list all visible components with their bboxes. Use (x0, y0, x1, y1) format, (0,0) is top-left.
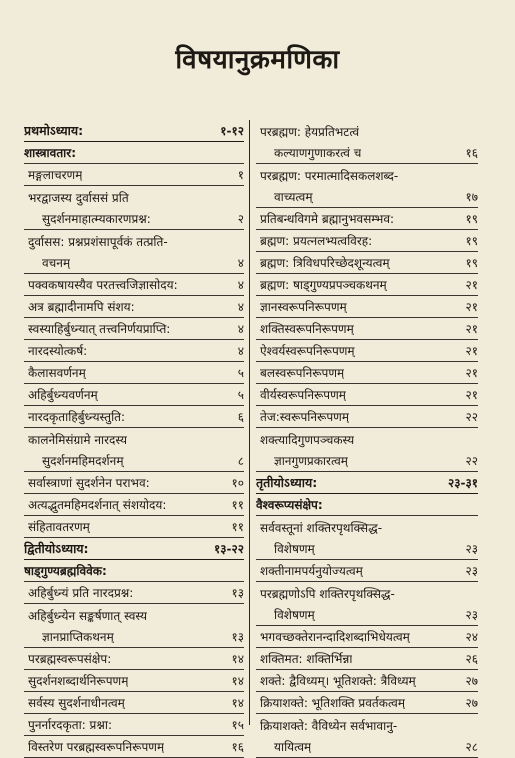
entry-title: वैश्वरूप्यसंक्षेप: (256, 498, 323, 512)
entry-title: प्रतिबन्धविगमे ब्रह्मानुभवसम्भव: (260, 212, 395, 226)
toc-entry (256, 274, 478, 296)
entry-title: क्रियाशक्ते: वैविध्येन सर्वभावानु- (260, 718, 398, 733)
toc-entry (256, 208, 478, 230)
entry-title: सर्वस्य सुदर्शनाधीनत्वम् (28, 696, 125, 710)
entry-title: वीर्यस्वरूपनिरूपणम् (260, 388, 346, 402)
page-number: १ (237, 168, 244, 182)
entry-title: पक्वकषायस्यैव परतत्त्वजिज्ञासोदय: (28, 278, 178, 292)
toc-entry (256, 670, 478, 692)
entry-title: अत्यद्भुतमहिमदर्शनात् संशयोदय: (28, 498, 167, 512)
entry-title: कल्याणगुणाकरत्वं च (274, 146, 362, 160)
toc-entry (24, 208, 244, 230)
page-number: १६ (465, 146, 478, 160)
toc-entry (256, 538, 478, 560)
toc-entry (24, 736, 244, 758)
entry-title: दुर्वासस: प्रश्नप्रशंसापूर्वकं तत्प्रति- (28, 234, 168, 249)
toc-entry (24, 318, 244, 340)
entry-title: अहिर्बुध्न्येन सङ्कर्षणात् स्वस्य (28, 608, 148, 623)
page-number: १३ (231, 630, 244, 644)
page-number: २ (237, 212, 244, 226)
entry-title: विशेषणम् (274, 542, 315, 556)
entry-title: षाड्गुण्यब्रह्मविवेक: (24, 564, 107, 578)
page-number: ४ (237, 322, 244, 336)
toc-entry (24, 670, 244, 692)
page-number: २१ (465, 300, 478, 314)
toc-entry (256, 648, 478, 670)
page-number: १९ (465, 234, 478, 248)
entry-title: शास्त्रावतार: (24, 146, 76, 160)
page-number: ११ (231, 520, 244, 534)
entry-title: भरद्वाजस्य दुर्वाससं प्रति (28, 190, 129, 205)
page-number: १४ (231, 696, 244, 710)
toc-entry (24, 494, 244, 516)
toc-entry (256, 186, 478, 208)
toc-entry (24, 450, 244, 472)
toc-entry (256, 362, 478, 384)
entry-title: क्रियाशक्ते: भूतिशक्ति प्रवर्तकत्वम् (260, 696, 406, 710)
page-number: २७ (465, 696, 478, 710)
entry-title: शक्तिस्वरूपनिरूपणम् (260, 322, 354, 336)
page-number: १९ (465, 212, 478, 226)
entry-title: अहिर्बुध्न्यवर्णनम् (28, 388, 98, 402)
toc-entry (256, 318, 478, 340)
toc-entry (256, 384, 478, 406)
entry-title: बलस्वरूपनिरूपणम् (260, 366, 345, 380)
entry-title: ब्रह्मण: त्रिविधपरिच्छेदशून्यत्वम् (260, 256, 390, 270)
page-number: २७ (465, 674, 478, 688)
page-number: ४ (237, 256, 244, 270)
entry-title: मङ्गलाचरणम् (28, 168, 83, 182)
page-number: २२ (465, 410, 478, 424)
entry-title: सर्वास्त्राणां सुदर्शनेन पराभव: (28, 476, 150, 490)
entry-title: शक्तिमत: शक्तिर्भिन्ना (260, 652, 353, 666)
toc-entry (256, 736, 478, 758)
page-number: १० (231, 476, 244, 490)
page-number: २१ (465, 388, 478, 402)
toc-entry (24, 406, 244, 428)
entry-title: भगवच्छक्तेरानन्दादिशब्दाभिधेयत्वम् (260, 630, 410, 644)
toc-entry (256, 626, 478, 648)
toc-entry (256, 120, 478, 142)
entry-title: शक्तीनामपर्यनुयोज्यत्वम् (260, 564, 363, 578)
page-number: २३ (465, 608, 478, 622)
entry-title: ज्ञानगुणप्रकारत्वम् (274, 454, 348, 468)
entry-title: ब्रह्मण: षाड्गुण्यप्रपञ्चकथनम् (260, 278, 387, 292)
page-number: २३-३१ (448, 476, 478, 490)
page-number: २१ (465, 278, 478, 292)
entry-title: अहिर्बुध्न्यं प्रति नारदप्रश्न: (28, 586, 134, 600)
entry-title: परब्रह्मण: परमात्मादिसकलशब्द- (260, 168, 399, 183)
toc-entry (24, 362, 244, 384)
toc-entry (24, 340, 244, 362)
toc-entry (256, 164, 478, 186)
toc-entry (24, 230, 244, 252)
page-number: ४ (237, 300, 244, 314)
entry-title: ज्ञानप्राप्तिकथनम् (42, 630, 114, 644)
toc-entry (256, 230, 478, 252)
column-divider (249, 120, 250, 725)
entry-title: अत्र ब्रह्मादीनामपि संशय: (28, 300, 135, 314)
entry-title: विस्तरेण परब्रह्मस्वरूपनिरूपणम् (28, 740, 165, 754)
entry-title: सुदर्शनमहिमदर्शनम् (42, 454, 124, 468)
page-number: १-१२ (220, 124, 244, 138)
toc-entry (24, 186, 244, 208)
page-number: १३-२२ (214, 542, 244, 556)
page-number: २४ (465, 630, 478, 644)
page-number: २१ (465, 344, 478, 358)
entry-title: सुदर्शनमाहात्म्यकारणप्रश्न: (42, 212, 151, 226)
page-number: १९ (465, 256, 478, 270)
chapter-heading (24, 538, 244, 560)
entry-title: नारदकृताहिर्बुध्न्यस्तुति: (28, 410, 126, 424)
entry-title: तृतीयोऽध्याय: (256, 475, 318, 490)
page-number: ११ (231, 498, 244, 512)
page-number: १३ (231, 586, 244, 600)
toc-entry (24, 516, 244, 538)
entry-title: शक्ते: द्वैविध्यम्। भूतिशक्ते: त्रैविध्यम् (260, 674, 416, 688)
entry-title: ब्रह्मण: प्रयत्नलभ्यत्वविरह: (260, 234, 373, 248)
toc-entry (256, 516, 478, 538)
toc-entry (24, 296, 244, 318)
page-number: ८ (237, 454, 244, 468)
toc-entry (24, 582, 244, 604)
toc-entry (256, 428, 478, 450)
toc-entry (256, 560, 478, 582)
toc-entry (24, 648, 244, 670)
entry-title: स्वस्याहिर्बुध्न्यात् तत्त्वनिर्णयप्राप्ति: (28, 322, 171, 336)
entry-title: शक्त्यादिगुणपञ्चकस्य (260, 432, 355, 447)
page-number: ४ (237, 278, 244, 292)
toc-entry (24, 274, 244, 296)
entry-title: परब्रह्मणोऽपि शक्तिरपृथक्सिद्ध- (260, 586, 395, 601)
entry-title: वचनम् (42, 256, 71, 270)
entry-title: कालनेमिसंग्रामे नारदस्य (28, 432, 128, 447)
section-heading (24, 560, 244, 582)
page-number: २६ (465, 652, 478, 666)
page-number: २२ (465, 454, 478, 468)
entry-title: सुदर्शनशब्दार्थनिरूपणम् (28, 674, 129, 688)
entry-title: नारदस्योत्कर्ष: (28, 344, 88, 358)
toc-entry (256, 296, 478, 318)
entry-title: कैलासवर्णनम् (28, 366, 86, 380)
page-number: १४ (231, 674, 244, 688)
page-number: २१ (465, 322, 478, 336)
page-number: १७ (465, 190, 478, 204)
toc-entry (256, 604, 478, 626)
entry-title: संहितावतरणम् (28, 520, 90, 534)
toc-entry (256, 692, 478, 714)
toc-entry (24, 626, 244, 648)
entry-title: विशेषणम् (274, 608, 315, 622)
toc-entry (256, 406, 478, 428)
page-number: १४ (231, 652, 244, 666)
page-number: २३ (465, 542, 478, 556)
chapter-heading (24, 120, 244, 142)
toc-entry (24, 472, 244, 494)
entry-title: पुनर्नारदकृता: प्रश्ना: (28, 718, 113, 732)
page-number: ५ (237, 366, 244, 380)
toc-entry (24, 428, 244, 450)
page-number: ५ (237, 388, 244, 402)
section-heading (256, 494, 478, 516)
entry-title: तेज:स्वरूपनिरूपणम् (260, 410, 350, 424)
toc-entry (24, 692, 244, 714)
page-number: २३ (465, 564, 478, 578)
toc-entry (24, 252, 244, 274)
entry-title: परब्रह्मस्वरूपसंक्षेप: (28, 652, 112, 666)
toc-entry (256, 142, 478, 164)
entry-title: वाच्यत्वम् (274, 190, 313, 204)
toc-entry (24, 384, 244, 406)
chapter-heading (256, 472, 478, 494)
section-heading (24, 142, 244, 164)
entry-title: ऐश्वर्यस्वरूपनिरूपणम् (260, 344, 355, 358)
page-number: २८ (465, 740, 478, 754)
page-number: ६ (237, 410, 244, 424)
toc-entry (256, 450, 478, 472)
toc-entry (24, 604, 244, 626)
page-number: २१ (465, 366, 478, 380)
page-number: १५ (231, 718, 244, 732)
entry-title: सर्ववस्तूनां शक्तिरपृथक्सिद्ध- (260, 520, 383, 535)
toc-left-column (24, 120, 244, 758)
page-title: विषयानुक्रमणिका (175, 45, 340, 75)
toc-entry (24, 164, 244, 186)
entry-title: ज्ञानस्वरूपनिरूपणम् (260, 300, 347, 314)
toc-right-column (256, 120, 478, 758)
toc-entry (256, 340, 478, 362)
entry-title: यायित्वम् (274, 740, 312, 754)
entry-title: परब्रह्मण: हेयप्रतिभटत्वं (260, 124, 360, 139)
toc-entry (24, 714, 244, 736)
toc-entry (256, 582, 478, 604)
page-number: ४ (237, 344, 244, 358)
entry-title: द्वितीयोऽध्याय: (24, 541, 89, 556)
entry-title: प्रथमोऽध्याय: (24, 123, 84, 138)
toc-entry (256, 252, 478, 274)
toc-entry (256, 714, 478, 736)
page-number: १६ (231, 740, 244, 754)
